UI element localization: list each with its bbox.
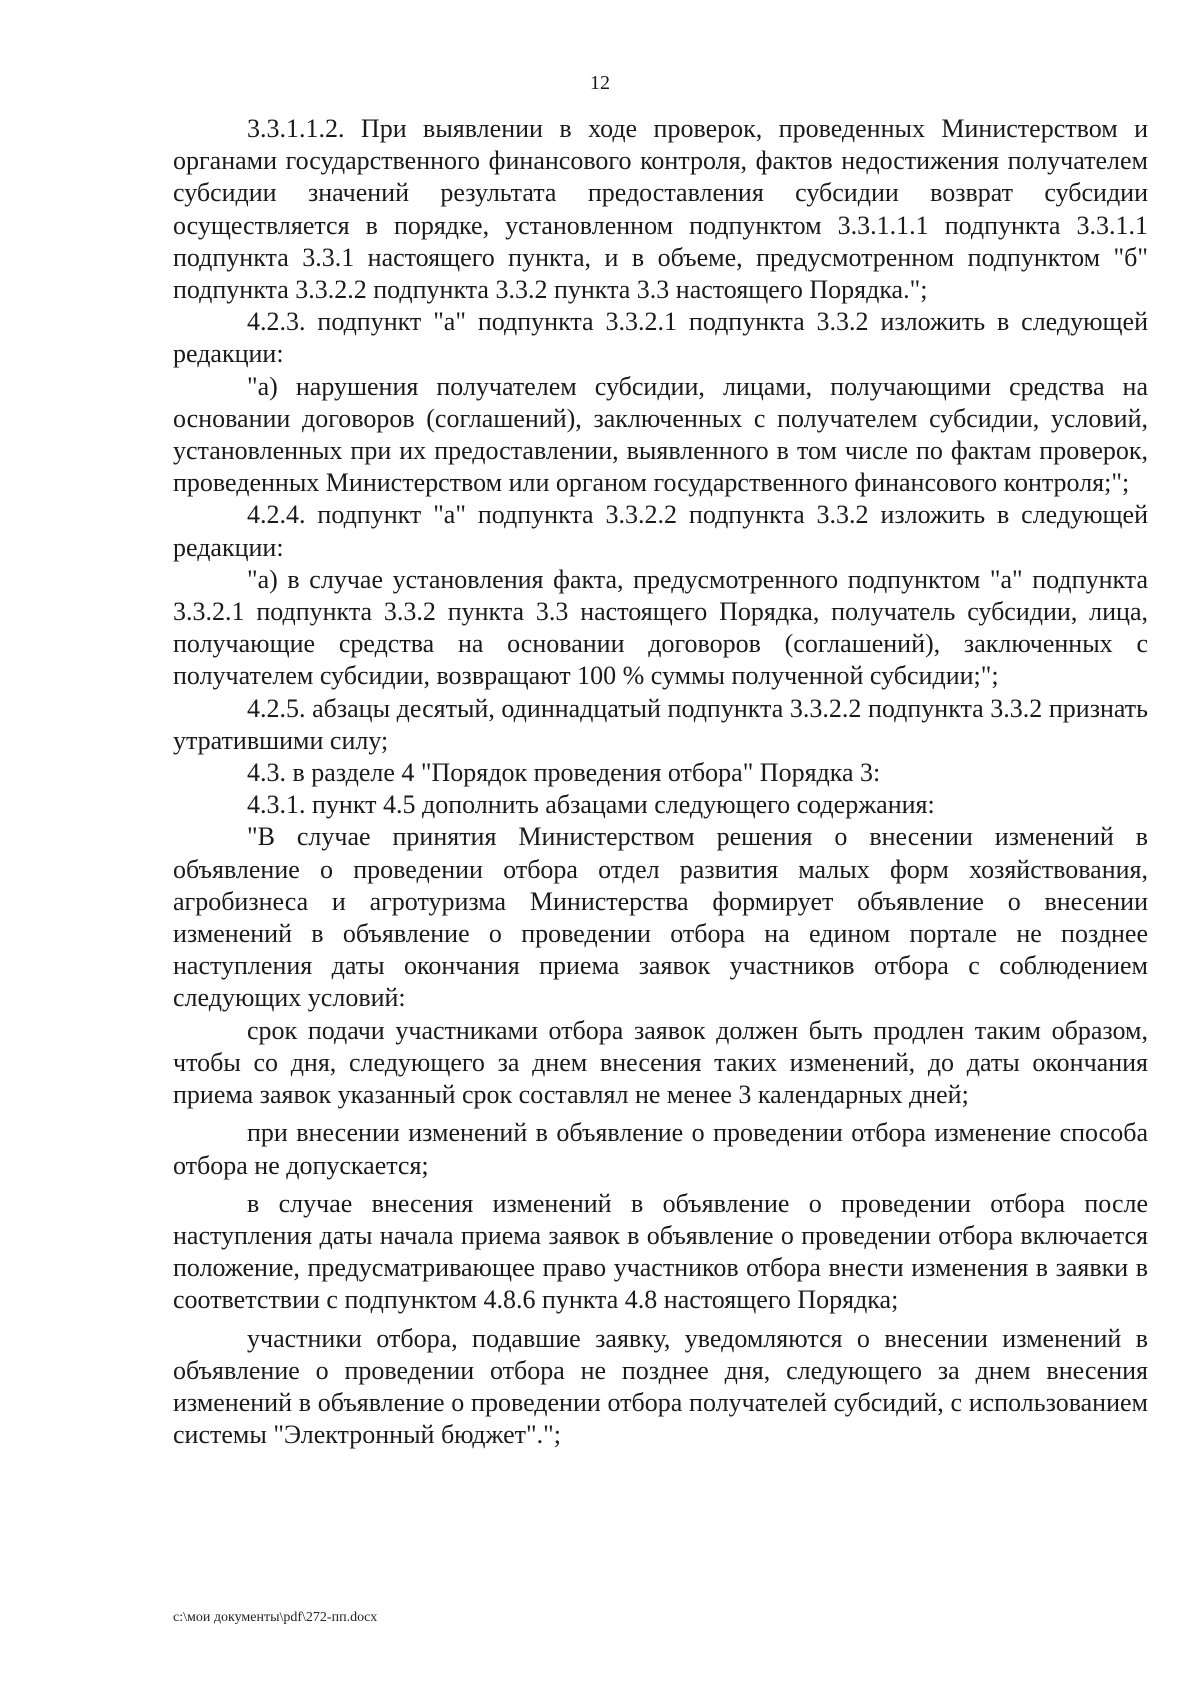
paragraph-4-2-5: 4.2.5. абзацы десятый, одиннадцатый подпункта 3.3.2.2 подпункта 3.3.2 признать утратившими силу; <box>173 693 1148 755</box>
paragraph-4-2-4: 4.2.4. подпункт "а" подпункта 3.3.2.2 подпункта 3.3.2 изложить в следующей редакции: <box>173 500 1148 562</box>
paragraph-4-2-4-text: "а) в случае установления факта, предусмотренного подпунктом "а" подпункта 3.3.2.1 подпункта 3.3.2 пункта 3.3 настоящего Порядка, получатель субсидии, лица, получающие средства на основании договоров (соглашений), заключенных с получателем субсидии, возвращают 100 % суммы полученной субсидии;"; <box>173 564 1148 691</box>
file-path-footer: с:\мои документы\pdf\272-пп.docx <box>173 1610 378 1625</box>
page-number: 12 <box>590 72 610 94</box>
paragraph-condition-notification: участники отбора, подавшие заявку, уведомляются о внесении изменений в объявление о проведении отбора не позднее дня, следующего за днем внесения изменений в объявление о проведении отбора получателей субсидий, с использованием системы "Электронный бюджет"."; <box>173 1323 1148 1450</box>
document-body <box>173 113 1148 1451</box>
paragraph-condition-method: при внесении изменений в объявление о проведении отбора изменение способа отбора не допускается; <box>173 1118 1148 1180</box>
paragraph-4-3: 4.3. в разделе 4 "Порядок проведения отбора" Порядка 3: <box>247 758 881 788</box>
paragraph-3-3-1-1-2: 3.3.1.1.2. При выявлении в ходе проверок, проведенных Министерством и органами государственного финансового контроля, фактов недостижения получателем субсидии значений результата предоставления субсидии возврат субсидии осуществляется в порядке, установленном подпунктом 3.3.1.1.1 подпункта 3.3.1.1 подпункта 3.3.1 настоящего пункта, и в объеме, предусмотренном подпунктом "б" подпункта 3.3.2.2 подпункта 3.3.2 пункта 3.3 настоящего Порядка."; <box>173 114 1148 305</box>
paragraph-condition-deadline: срок подачи участниками отбора заявок должен быть продлен таким образом, чтобы со дня, следующего за днем внесения таких изменений, до даты окончания приема заявок указанный срок составлял не менее 3 календарных дней; <box>173 1015 1148 1110</box>
paragraph-4-2-3: 4.2.3. подпункт "а" подпункта 3.3.2.1 подпункта 3.3.2 изложить в следующей редакции: <box>173 307 1148 369</box>
paragraph-condition-changes: в случае внесения изменений в объявление о проведении отбора после наступления даты начала приема заявок в объявление о проведении отбора включается положение, предусматривающее право участников отбора внести изменения в заявки в соответствии с подпунктом 4.8.6 пункта 4.8 настоящего Порядка; <box>173 1188 1148 1315</box>
paragraph-4-3-1-text: "В случае принятия Министерством решения о внесении изменений в объявление о проведении отбора отдел развития малых форм хозяйствования, агробизнеса и агротуризма Министерства формирует объявление о внесении изменений в объявление о проведении отбора на едином портале не позднее наступления даты окончания приема заявок участников отбора с соблюдением следующих условий: <box>173 822 1148 1013</box>
paragraph-4-2-3-text: "а) нарушения получателем субсидии, лицами, получающими средства на основании договоров (соглашений), заключенных с получателем субсидии, условий, установленных при их предоставлении, выявленного в том числе по фактам проверок, проведенных Министерством или органом государственного финансового контроля;"; <box>173 371 1148 498</box>
paragraph-4-3-1: 4.3.1. пункт 4.5 дополнить абзацами следующего содержания: <box>247 790 935 820</box>
